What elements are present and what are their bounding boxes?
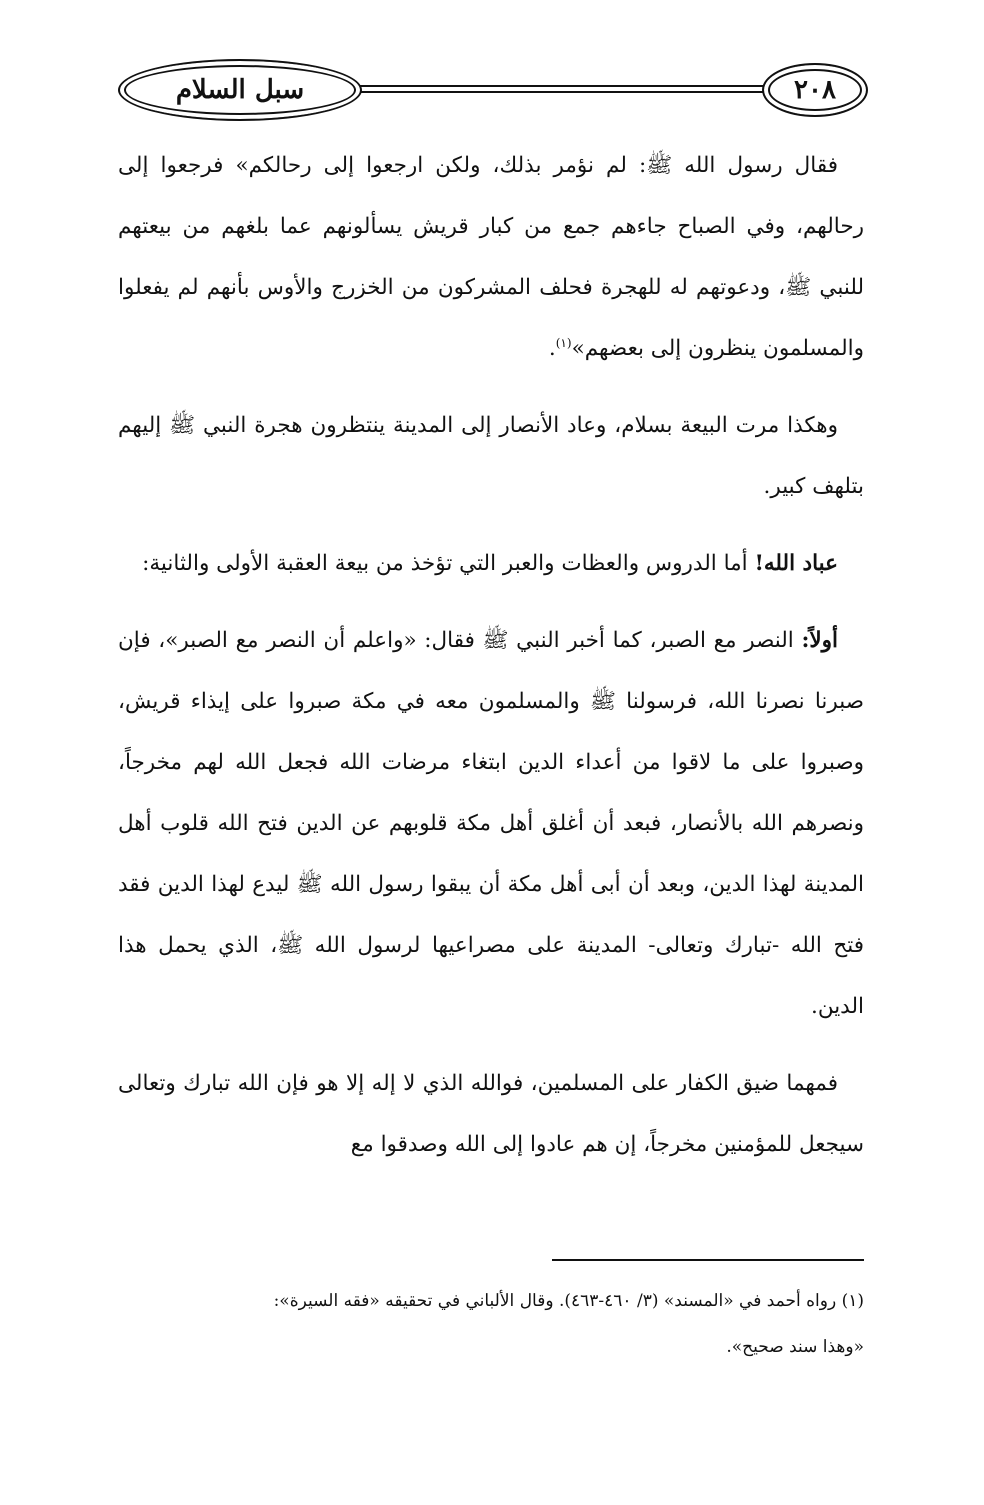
paragraph-tail: . bbox=[548, 336, 556, 361]
book-title: سبل السلام bbox=[175, 75, 305, 105]
paragraph-lead: عباد الله! bbox=[754, 551, 838, 576]
paragraph bbox=[118, 533, 864, 594]
paragraph-text: فمهما ضيق الكفار على المسلمين، فوالله الذي لا إله إلا هو فإن الله تبارك وتعالى سيجعل للمؤمنين مخرجاً، إن هم عادوا إلى الله وصدقوا مع bbox=[118, 1071, 864, 1157]
paragraph-text: فقال رسول الله ﷺ: لم نؤمر بذلك، ولكن ارجعوا إلى رحالكم» فرجعوا إلى رحالهم، وفي الصباح جاءهم جمع من كبار قريش يسألونهم عما بلغهم من بيعتهم للنبي ﷺ، ودعوتهم له للهجرة فحلف المشركون من الخزرج والأوس بأنهم لم يفعلوا والمسلمون ينظرون إلى بعضهم» bbox=[118, 153, 864, 361]
book-title-oval bbox=[118, 59, 362, 121]
main-text bbox=[118, 135, 864, 1191]
footnote-line: (١) رواه أحمد في «المسند» (٣/ ٤٦٠-٤٦٣). وقال الألباني في تحقيقه «فقه السيرة»: bbox=[273, 1291, 864, 1311]
header-rule-bottom bbox=[356, 91, 770, 93]
paragraph-text: النصر مع الصبر، كما أخبر النبي ﷺ فقال: «واعلم أن النصر مع الصبر»، فإن صبرنا نصرنا الله، فرسولنا ﷺ والمسلمون معه في مكة صبروا على إيذاء قريش، وصبروا على ما لاقوا من أعداء الدين ابتغاء مرضات الله فجعل الله لهم مخرجاً، ونصرهم الله بالأنصار، فبعد أن أغلق أهل مكة قلوبهم عن الدين فتح الله قلوب أهل المدينة لهذا الدين، وبعد أن أبى أهل مكة أن يبقوا رسول الله ﷺ ليدع لهذا الدين فقد فتح الله -تبارك وتعالى- المدينة على مصراعيها لرسول الله ﷺ، الذي يحمل هذا الدين. bbox=[118, 628, 864, 1019]
paragraph bbox=[118, 1053, 864, 1175]
footnote bbox=[118, 1278, 864, 1370]
paragraph bbox=[118, 135, 864, 379]
header-rule-top bbox=[356, 85, 770, 87]
page-number-oval bbox=[762, 63, 868, 117]
page-number: ٢٠٨ bbox=[794, 75, 836, 105]
footnote-separator bbox=[552, 1259, 864, 1261]
footnote-line: «وهذا سند صحيح». bbox=[726, 1337, 864, 1357]
paragraph bbox=[118, 395, 864, 517]
paragraph bbox=[118, 610, 864, 1037]
footnote-marker: (١) bbox=[555, 335, 572, 350]
paragraph-lead: أولاً: bbox=[801, 628, 838, 653]
paragraph-text: أما الدروس والعظات والعبر التي تؤخذ من بيعة العقبة الأولى والثانية: bbox=[142, 551, 755, 576]
page-header bbox=[118, 55, 868, 125]
paragraph-text: وهكذا مرت البيعة بسلام، وعاد الأنصار إلى المدينة ينتظرون هجرة النبي ﷺ إليهم بتلهف كبير. bbox=[118, 413, 864, 499]
